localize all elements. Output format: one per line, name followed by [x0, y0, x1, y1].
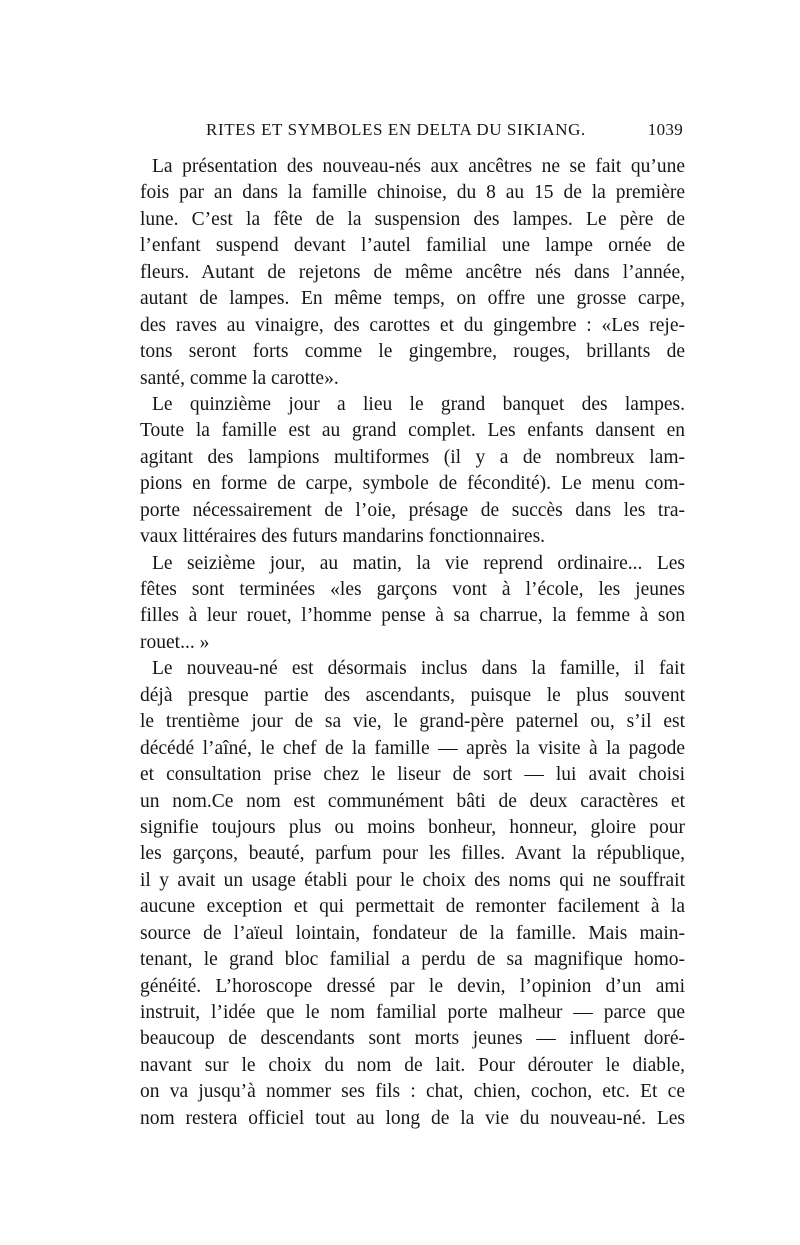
text-line: un nom.Ce nom est communément bâti de deux caractères et	[140, 790, 685, 812]
text-line: il y avait un usage établi pour le choix des noms qui ne souffrait	[140, 869, 685, 891]
text-line: déjà presque partie des ascendants, puisque le plus souvent	[140, 684, 685, 706]
paragraph	[140, 656, 685, 1132]
text-line: La présentation des nouveau-nés aux ancêtres ne se fait qu’une	[152, 156, 685, 177]
text-line: navant sur le choix du nom de lait. Pour dérouter le diable,	[140, 1054, 685, 1076]
text-line: fois par an dans la famille chinoise, du 8 au 15 de la première	[140, 182, 685, 204]
text-line: rouet... »	[140, 631, 210, 653]
text-line: agitant des lampions multiformes (il y a de nombreux lam-	[140, 446, 685, 468]
text-line: fêtes sont terminées «les garçons vont à l’école, les jeunes	[140, 579, 685, 600]
text-line: fleurs. Autant de rejetons de même ancêtre nés dans l’année,	[140, 261, 685, 283]
text-line: décédé l’aîné, le chef de la famille — après la visite à la pagode	[140, 737, 685, 759]
text-line: santé, comme la carotte».	[140, 367, 339, 389]
text-line: Le quinzième jour a lieu le grand banquet des lampes.	[152, 393, 685, 415]
text-line: source de l’aïeul lointain, fondateur de la famille. Mais main-	[140, 922, 685, 944]
text-line: généité. L’horoscope dressé par le devin, l’opinion d’un ami	[140, 975, 685, 997]
text-line: signifie toujours plus ou moins bonheur, honneur, gloire pour	[140, 816, 685, 838]
text-line: l’enfant suspend devant l’autel familial une lampe ornée de	[140, 235, 685, 257]
text-line: autant de lampes. En même temps, on offre une grosse carpe,	[140, 288, 685, 310]
text-line: aucune exception et qui permettait de remonter facilement à la	[140, 896, 685, 918]
text-line: le trentième jour de sa vie, le grand-père paternel ou, s’il est	[140, 711, 685, 733]
text-line: tenant, le grand bloc familial a perdu de sa magnifique homo-	[140, 949, 685, 971]
running-head	[140, 120, 685, 142]
text-line: porte nécessairement de l’oie, présage de succès dans les tra-	[140, 499, 685, 521]
text-line: Le seizième jour, au matin, la vie reprend ordinaire... Les	[152, 552, 685, 574]
text-line: on va jusqu’à nommer ses fils : chat, chien, cochon, etc. Et ce	[140, 1081, 685, 1103]
text-line: les garçons, beauté, parfum pour les filles. Avant la république,	[140, 843, 685, 865]
paragraph	[140, 392, 685, 551]
text-line: tons seront forts comme le gingembre, rouges, brillants de	[140, 341, 685, 363]
text-line: Le nouveau-né est désormais inclus dans la famille, il fait	[152, 658, 685, 680]
paragraph	[140, 154, 685, 392]
text-line: instruit, l’idée que le nom familial porte malheur — parce que	[140, 1002, 685, 1023]
body-text	[140, 154, 685, 1132]
paragraph	[140, 551, 685, 657]
text-line: lune. C’est la fête de la suspension des lampes. Le père de	[140, 208, 685, 230]
text-line: filles à leur rouet, l’homme pense à sa charrue, la femme à son	[140, 605, 685, 627]
page-number: 1039	[647, 120, 683, 139]
text-line: Toute la famille est au grand complet. Les enfants dansent en	[140, 420, 685, 442]
text-line: beaucoup de descendants sont morts jeunes — influent doré-	[140, 1028, 685, 1050]
text-line: et consultation prise chez le liseur de sort — lui avait choisi	[140, 764, 685, 786]
running-title: RITES ET SYMBOLES EN DELTA DU SIKIANG.	[206, 120, 586, 139]
text-line: vaux littéraires des futurs mandarins fonctionnaires.	[140, 526, 546, 548]
text-line: des raves au vinaigre, des carottes et du gingembre : «Les reje-	[140, 314, 685, 336]
text-line: nom restera officiel tout au long de la vie du nouveau-né. Les	[140, 1107, 685, 1129]
text-line: pions en forme de carpe, symbole de fécondité). Le menu com-	[140, 473, 685, 495]
